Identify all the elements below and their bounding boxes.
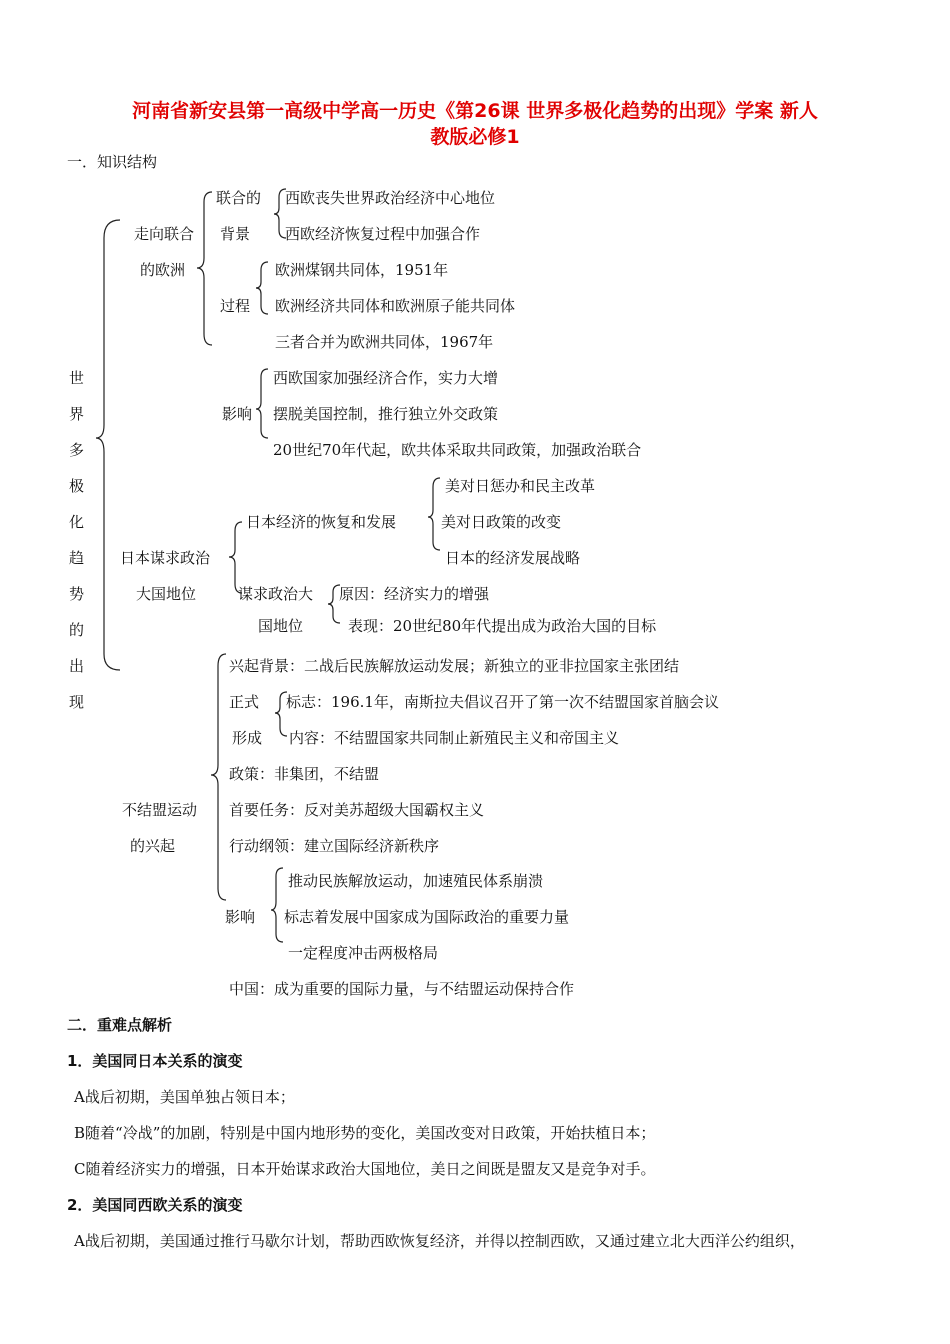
recovery-brace bbox=[428, 478, 440, 550]
europe-impact-brace bbox=[256, 369, 268, 438]
europe-brace bbox=[197, 192, 212, 345]
background-item: 西欧丧失世界政治经济中心地位 bbox=[285, 189, 496, 207]
process-brace bbox=[256, 262, 268, 314]
process-item: 三者合并为欧洲共同体，1967年 bbox=[275, 333, 494, 351]
recovery-item: 日本的经济发展战略 bbox=[445, 549, 581, 567]
nam-impact-label: 影响 bbox=[225, 908, 256, 926]
nam-impact-item: 标志着发展中国家成为国际政治的重要力量 bbox=[284, 908, 570, 926]
section2-heading: 二．重难点解析 bbox=[67, 1016, 173, 1034]
nam-label: 不结盟运动 bbox=[122, 801, 198, 819]
background-label: 背景 bbox=[220, 225, 251, 243]
europe-impact-item: 摆脱美国控制，推行独立外交政策 bbox=[273, 405, 499, 423]
pursuit-label: 国地位 bbox=[258, 617, 304, 635]
europe-label: 走向联合 bbox=[134, 225, 195, 243]
europe-label: 的欧洲 bbox=[140, 261, 186, 279]
recovery-item: 美对日惩办和民主改革 bbox=[445, 477, 596, 495]
paragraph-line: B随着“冷战”的加剧，特别是中国内地形势的变化，美国改变对日政策，开始扶植日本； bbox=[74, 1124, 656, 1142]
japan-label: 大国地位 bbox=[136, 585, 197, 603]
nam-item: 中国：成为重要的国际力量，与不结盟运动保持合作 bbox=[229, 980, 575, 998]
europe-impact-item: 20世纪70年代起，欧共体采取共同政策，加强政治联合 bbox=[273, 441, 642, 459]
europe-impact-label: 影响 bbox=[222, 405, 253, 423]
document-title-line1: 河南省新安县第一高级中学高一历史《第26课 世界多极化趋势的出现》学案 新人 bbox=[132, 100, 818, 122]
formal-label: 形成 bbox=[232, 729, 263, 747]
pursuit-item: 原因：经济实力的增强 bbox=[339, 585, 490, 603]
paragraph-line: A战后初期，美国通过推行马歇尔计划，帮助西欧恢复经济，并得以控制西欧，又通过建立北大西洋公约组织， bbox=[74, 1232, 805, 1250]
root-char: 趋 bbox=[69, 549, 85, 567]
nam-item: 政策：非集团，不结盟 bbox=[229, 765, 380, 783]
section1-heading: 一．知识结构 bbox=[67, 153, 158, 171]
pursuit-item: 表现：20世纪80年代提出成为政治大国的目标 bbox=[348, 617, 657, 635]
root-char: 世 bbox=[69, 369, 85, 387]
root-char: 化 bbox=[69, 513, 85, 531]
europe-impact-item: 西欧国家加强经济合作，实力大增 bbox=[273, 369, 499, 387]
japan-label: 日本谋求政治 bbox=[120, 549, 211, 567]
nam-item: 行动纲领：建立国际经济新秩序 bbox=[229, 837, 440, 855]
root-char: 势 bbox=[69, 585, 85, 603]
root-char: 现 bbox=[69, 693, 85, 711]
nam-item: 首要任务：反对美苏超级大国霸权主义 bbox=[229, 801, 485, 819]
root-brace bbox=[96, 220, 120, 670]
nam-brace bbox=[211, 654, 226, 900]
root-char: 出 bbox=[69, 657, 85, 675]
process-item: 欧洲经济共同体和欧洲原子能共同体 bbox=[275, 297, 516, 315]
formal-item: 标志：196.1年，南斯拉夫倡议召开了第一次不结盟国家首脑会议 bbox=[286, 693, 719, 711]
root-char: 界 bbox=[69, 405, 85, 423]
nam-impact-brace bbox=[271, 868, 283, 942]
document-title-line2: 教版必修1 bbox=[430, 126, 520, 148]
japan-brace bbox=[229, 522, 242, 593]
nam-impact-item: 一定程度冲击两极格局 bbox=[288, 944, 439, 962]
nam-item: 兴起背景：二战后民族解放运动发展；新独立的亚非拉国家主张团结 bbox=[229, 657, 680, 675]
process-label: 过程 bbox=[220, 297, 251, 315]
recovery-label: 日本经济的恢复和发展 bbox=[246, 513, 397, 531]
paragraph-line: C随着经济实力的增强，日本开始谋求政治大国地位，美日之间既是盟友又是竞争对手。 bbox=[74, 1160, 656, 1178]
root-char: 的 bbox=[69, 621, 85, 639]
nam-label: 的兴起 bbox=[130, 837, 176, 855]
root-char: 多 bbox=[69, 441, 85, 459]
formal-label: 正式 bbox=[229, 693, 260, 711]
background-item: 西欧经济恢复过程中加强合作 bbox=[285, 225, 481, 243]
root-char: 极 bbox=[69, 477, 85, 495]
process-item: 欧洲煤钢共同体，1951年 bbox=[275, 261, 449, 279]
paragraph-line: A战后初期，美国单独占领日本； bbox=[74, 1088, 295, 1106]
sub1-heading: 1．美国同日本关系的演变 bbox=[67, 1052, 243, 1070]
sub2-heading: 2．美国同西欧关系的演变 bbox=[67, 1196, 243, 1214]
background-label: 联合的 bbox=[216, 189, 262, 207]
formal-item: 内容：不结盟国家共同制止新殖民主义和帝国主义 bbox=[289, 729, 620, 747]
nam-impact-item: 推动民族解放运动，加速殖民体系崩溃 bbox=[288, 872, 544, 890]
recovery-item: 美对日政策的改变 bbox=[441, 513, 562, 531]
pursuit-label: 谋求政治大 bbox=[238, 585, 314, 603]
